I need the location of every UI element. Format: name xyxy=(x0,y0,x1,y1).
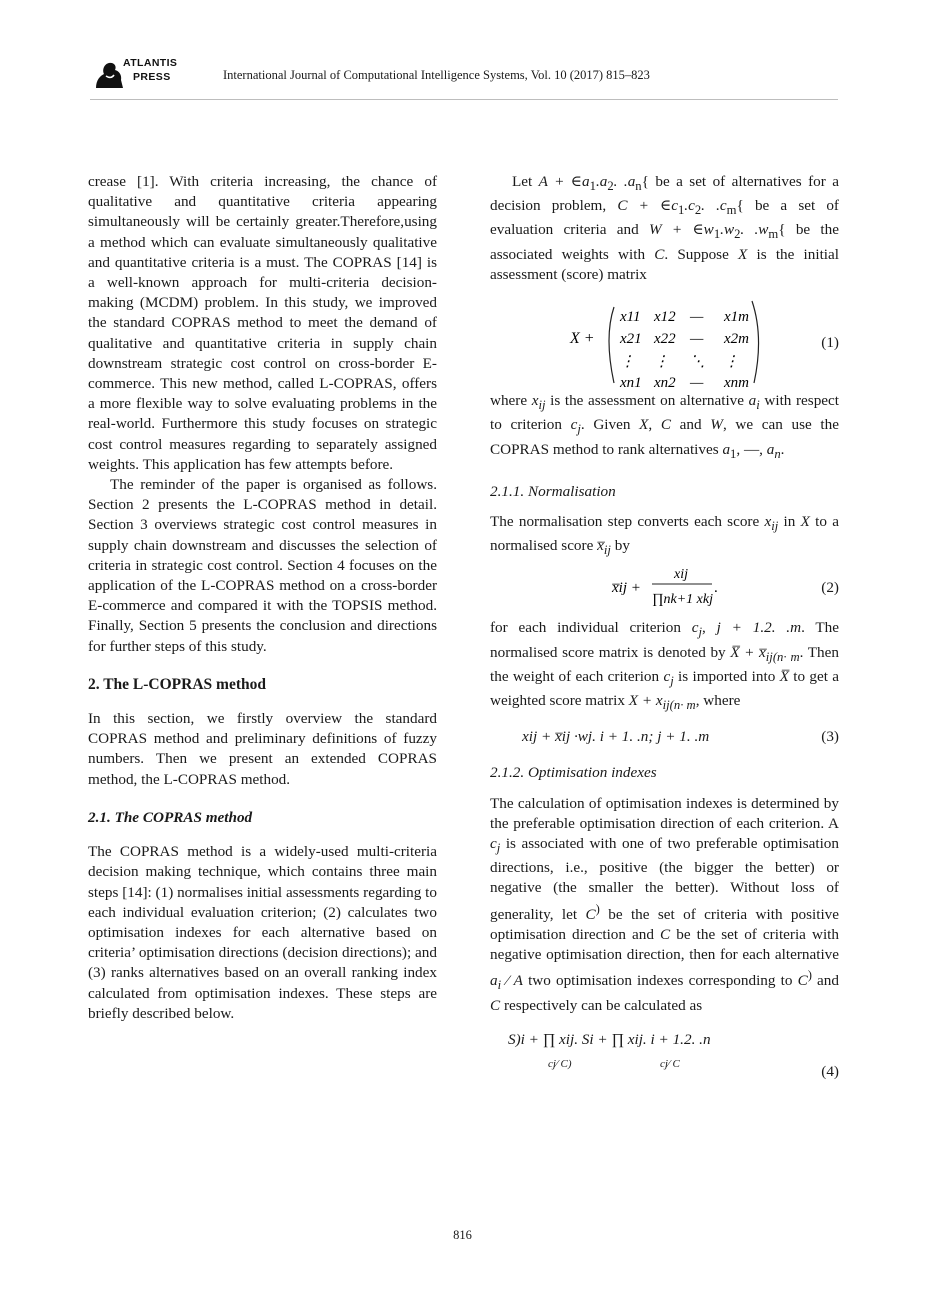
matrix-cell: xn1 xyxy=(620,375,642,392)
eq2-numerator: xij xyxy=(674,567,688,583)
equation-1-number: (1) xyxy=(821,334,839,352)
paragraph-copras-overview: The COPRAS method is a widely-used multi-criteria decision making technique, which contains three main steps [14]: (1) normalises initial assessments regarding to each individual evaluation criterion; (2) calculates two optimisation indexes for each alternative based on criteria’ optimisation directions (decision directions); and (3) ranks alternatives based on an overall ranking index calculated from optimisation indexes. These steps are briefly described below. xyxy=(88,843,437,1022)
paragraph-intro-end: crease [1]. With criteria increasing, the chance of qualitative and quantitative criteria appearing simultaneously will be certainly greater.Therefore,using a method which can evaluate simultaneously qualitative and quantitative criteria is a must. The COPRAS [14] is a well-known approach for multi-criteria decision-making (MCDM) problem. In this study, we improved the standard COPRAS method to meet the demand of qualitative and quantitative criteria in supply chain downstream strategic cost control on cross-border E-commerce. This new method, called L-COPRAS, offers a more flexible way to solve evaluating problems in the real-world. Furthermore this study focuses on strategic cost control measures regarding to separately assigned weights. This application has few attempts before. xyxy=(88,173,437,473)
eq2-lhs: x̅ij + xyxy=(612,580,641,597)
right-column xyxy=(490,172,839,1086)
eq1-lhs: X + xyxy=(570,330,595,348)
subsubsection-heading-2-1-1: 2.1.1. Normalisation xyxy=(490,482,616,500)
equation-4 xyxy=(490,1024,839,1086)
paragraph-organisation: The reminder of the paper is organised as follows. Section 2 presents the L-COPRAS method in detail. Section 3 overviews strategic cost control measures in supply chain downstream and discusses the selection of criteria in strategic cost control. Section 4 focuses on the application of the L-COPRAS method on a cross-border E-commerce and compared it with the TOPSIS method. Finally, Section 5 presents the conclusion and directions for further steps of this study. xyxy=(88,476,437,655)
paragraph-where-xij: where $x_{ij}$ is the assessment on alternative $a_i$ with respect to criterion $c_j$. Given X, C and W, we can use the COPRAS method to rank alternatives $a_1$, —, $a_n$. xyxy=(490,392,839,461)
matrix-cell: x2m xyxy=(724,331,749,348)
matrix-cell: — xyxy=(690,375,704,392)
logo-text-atlantis: ATLANTIS xyxy=(123,57,178,69)
matrix-cell: — xyxy=(690,309,704,326)
logo-text-press: PRESS xyxy=(133,71,171,83)
equation-2-number: (2) xyxy=(821,579,839,597)
left-column xyxy=(88,172,437,1024)
paragraph-normalisation: The normalisation step converts each score $x_{ij}$ in X to a normalised score $x̅_{ij}$ by xyxy=(490,513,839,558)
equation-3-body: xij + x̅ij ·wj. i + 1. .n; j + 1. .m xyxy=(522,728,710,746)
paragraph-definitions: Let $A + \in a_1.a_2$. $.a_n${ be a set of alternatives for a decision problem, $C + \in c_1.c_2$. $.c_m${ be a set of evaluation criteria and $W + \in w_1.w_2$. $.w_m${ be the associated weights with C. Suppose X is the initial assessment (score) matrix xyxy=(490,173,839,283)
equation-4-body: S)i + ∏ xij. Si + ∏ xij. i + 1.2. .n xyxy=(508,1030,711,1048)
eq2-period: . xyxy=(714,580,718,597)
journal-citation: International Journal of Computational Intelligence Systems, Vol. 10 (2017) 815–823 xyxy=(223,68,650,82)
matrix-cell: x12 xyxy=(654,309,676,326)
equation-3-number: (3) xyxy=(821,728,839,746)
matrix-cell: x1m xyxy=(724,309,749,326)
matrix-cell: x11 xyxy=(620,309,641,326)
eq2-denominator: ∏nk+1 xkj xyxy=(652,592,714,608)
matrix-cell: ⋮ xyxy=(620,354,635,371)
paragraph-optimisation-indexes: The calculation of optimisation indexes is determined by the preferable optimisation direction of each criterion. A $c_j$ is associated with one of two preferable optimisation directions, i.e., positive (the bigger the better) or negative (the smaller the better). Without loss of generality, let C) be the set of criteria with positive optimisation direction and C be the set of criteria with negative optimisation direction, then for each alternative $a_i$ ⁄ A two optimisation indexes corresponding to C) and C respectively can be calculated as xyxy=(490,794,840,1014)
equation-4-number: (4) xyxy=(821,1062,839,1080)
thinker-icon xyxy=(92,56,126,90)
matrix-cell: ⋮ xyxy=(654,354,669,371)
matrix-cell: xnm xyxy=(724,375,749,392)
equation-1 xyxy=(490,285,839,391)
equation-4-sub-positive: cj⁄ C) xyxy=(548,1057,572,1070)
paragraph-weighted-matrix: for each individual criterion $c_j$, j + 1.2. .m. The normalised score matrix is denoted by X̅ + $x̅_{ij(n\cdot m}$. Then the weight of each criterion $c_j$ is imported into X̅ to get a weighted score matrix $X + x_{ij(n\cdot m}$, where xyxy=(490,619,840,713)
matrix-cell: ⋮ xyxy=(724,354,739,371)
equation-3 xyxy=(490,721,839,755)
subsubsection-heading-2-1-2: 2.1.2. Optimisation indexes xyxy=(490,764,657,782)
equation-2 xyxy=(490,560,839,618)
equation-4-sub-negative: cj⁄ C xyxy=(660,1057,680,1070)
page-number: 816 xyxy=(453,1228,472,1242)
matrix-cell: — xyxy=(690,331,704,348)
subsection-heading-2-1: 2.1. The COPRAS method xyxy=(88,808,253,826)
section-heading-2: 2. The L-COPRAS method xyxy=(88,675,266,693)
equation-1-matrix xyxy=(490,285,839,391)
matrix-cell: ⋱ xyxy=(690,354,705,371)
matrix-cell: x21 xyxy=(620,331,642,348)
paragraph-section2-intro: In this section, we firstly overview the standard COPRAS method and preliminary definitions of fuzzy numbers. Then we present an extended COPRAS method, the L-COPRAS method. xyxy=(88,710,437,788)
matrix-cell: x22 xyxy=(654,331,676,348)
matrix-cell: xn2 xyxy=(654,375,676,392)
page-header xyxy=(90,52,838,100)
atlantis-press-logo xyxy=(90,54,190,94)
equation-2-fraction xyxy=(490,560,839,618)
